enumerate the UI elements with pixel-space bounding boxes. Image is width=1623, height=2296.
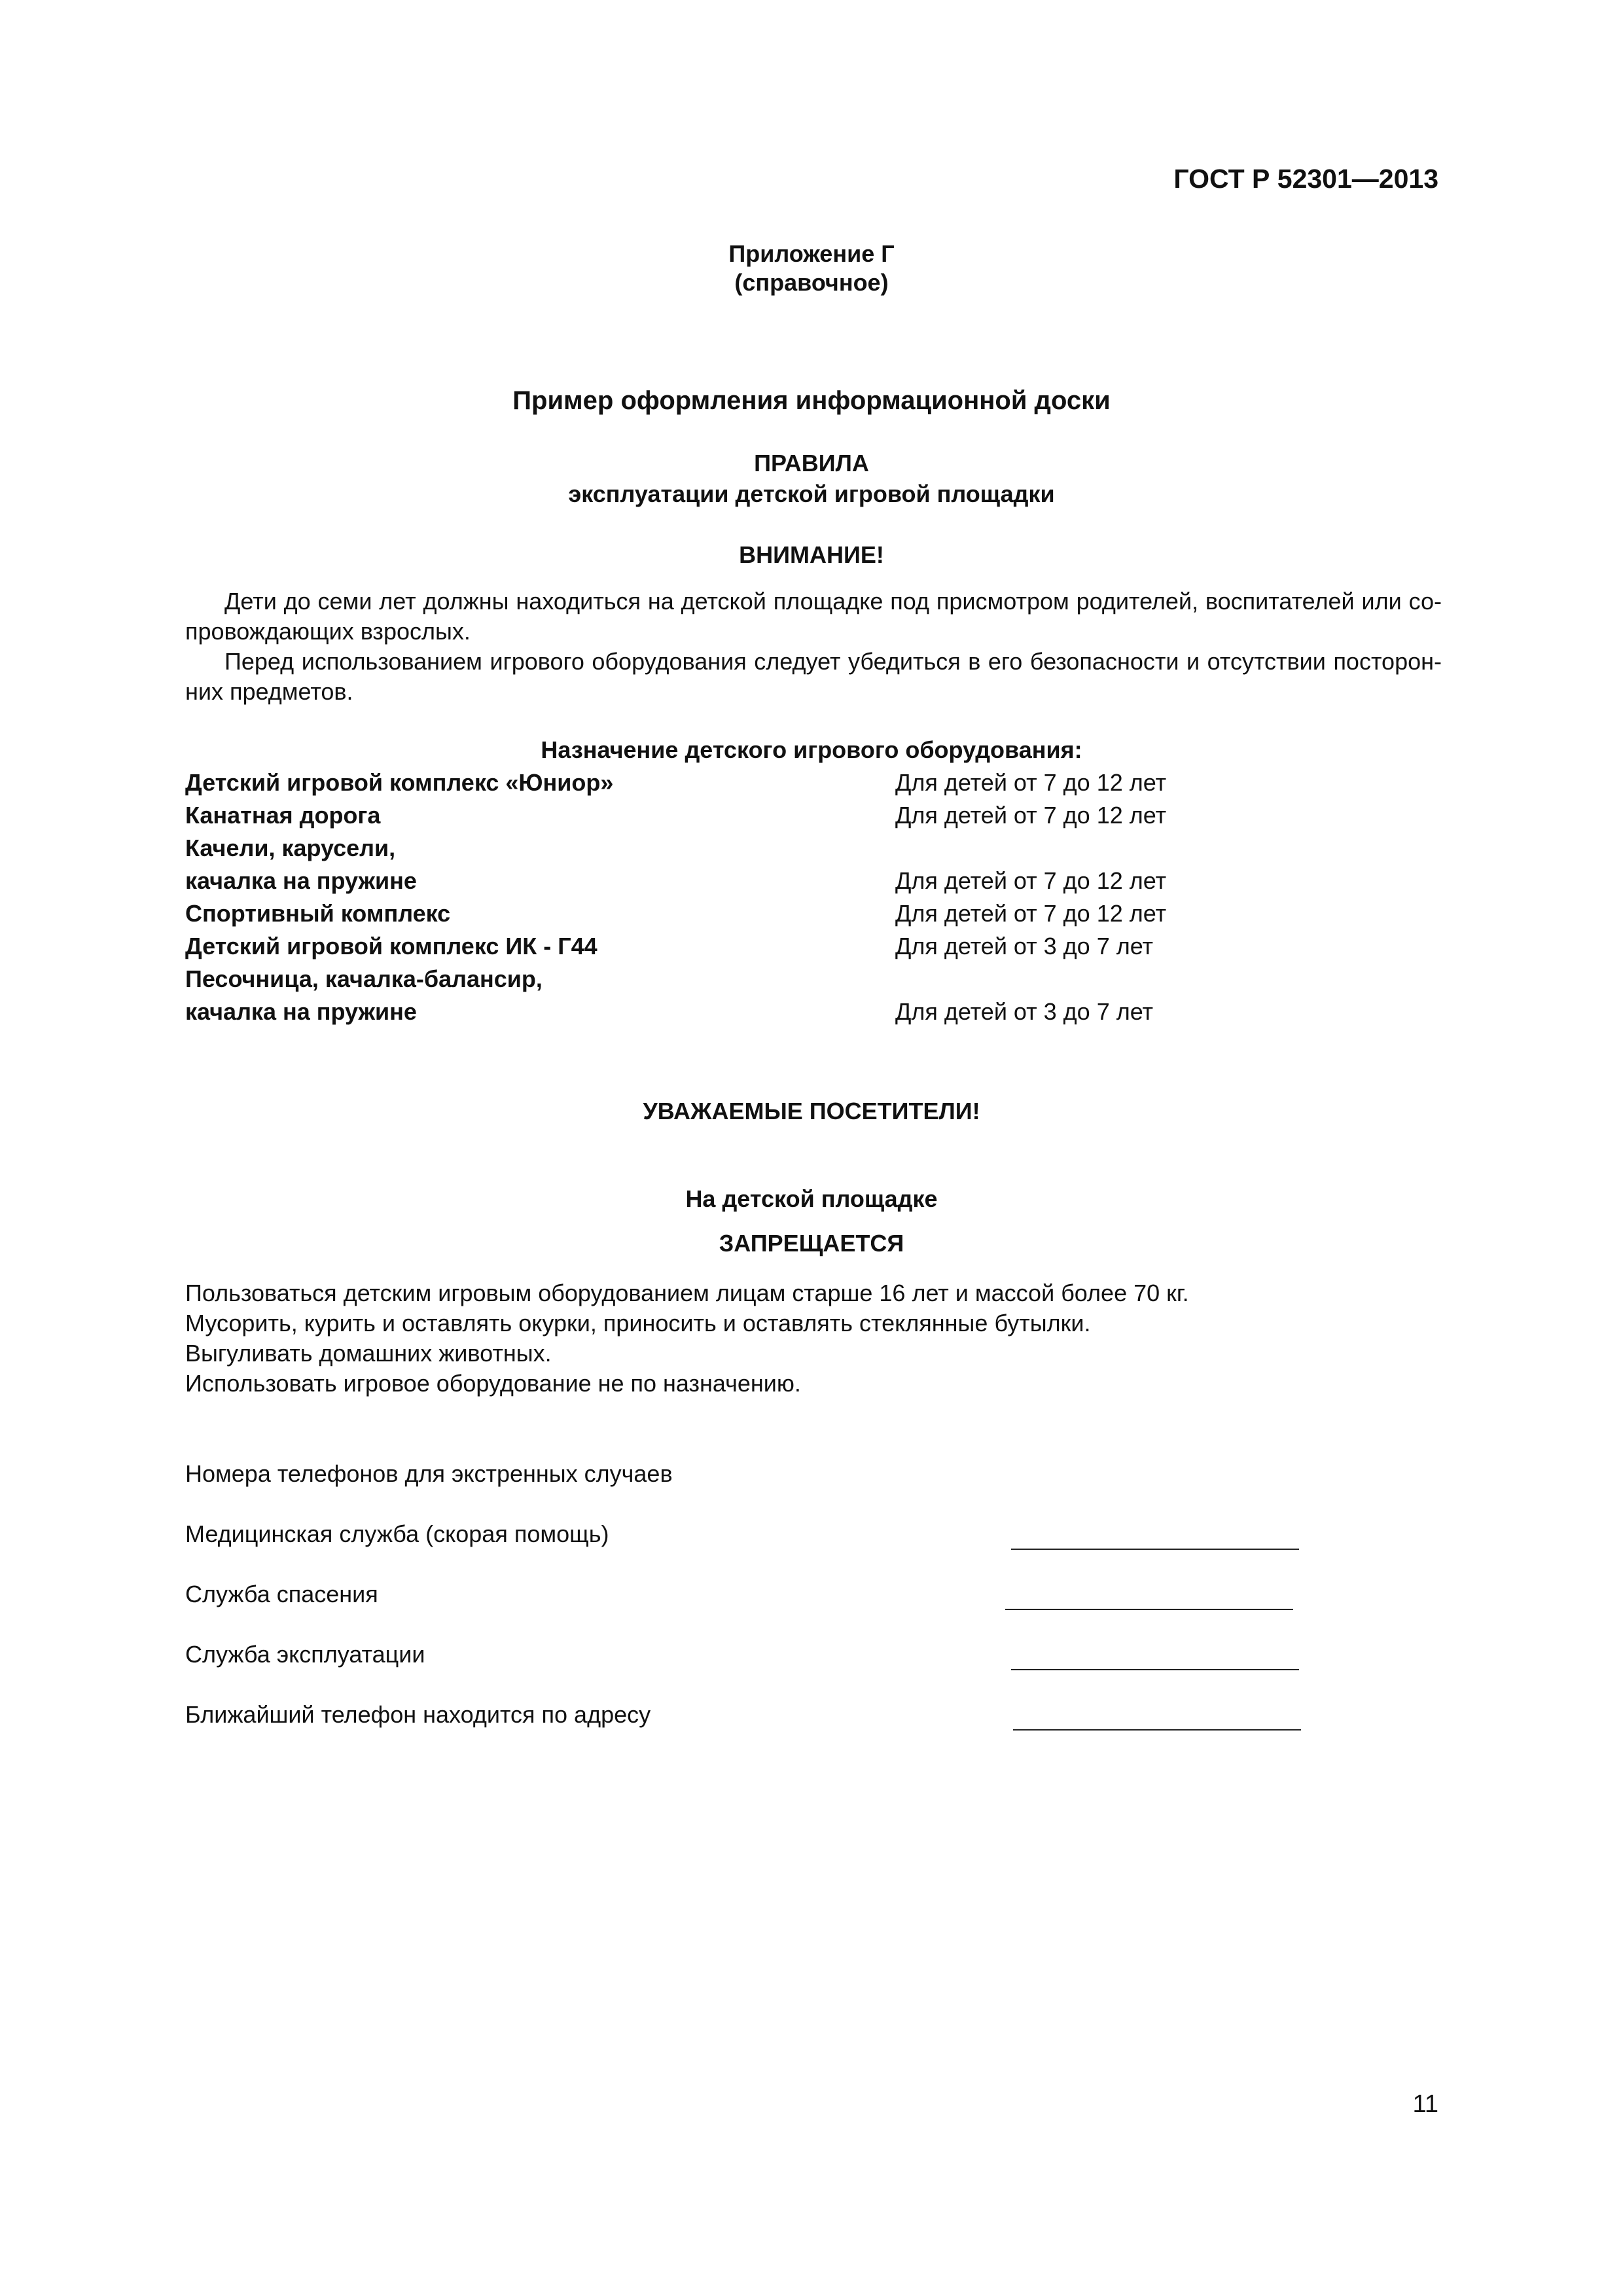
prohibited-item: Мусорить, курить и оставлять окурки, приносить и оставлять стеклянные бутылки. [185, 1310, 1091, 1336]
phone-blank-line [1005, 1609, 1293, 1610]
prohibited-item: Выгуливать домашних животных. [185, 1340, 552, 1367]
equipment-age: Для детей от 3 до 7 лет [895, 998, 1154, 1025]
equipment-age: Для детей от 7 до 12 лет [895, 867, 1167, 894]
equipment-title: Назначение детского игрового оборудования: [541, 736, 1082, 763]
equipment-name: качалка на пружине [185, 998, 417, 1025]
section-heading: Пример оформления информационной доски [512, 386, 1111, 415]
phone-label: Медицинская служба (скорая помощь) [185, 1520, 609, 1547]
prohibited-item: Пользоваться детским игровым оборудованием лицам старше 16 лет и массой более 70 кг. [185, 1280, 1189, 1306]
equipment-age: Для детей от 7 до 12 лет [895, 900, 1167, 927]
equipment-name: Детский игровой комплекс «Юниор» [185, 769, 614, 796]
attention-paragraph-2: Перед использованием игрового оборудования следует убедиться в его безопасности и отсутствии посторонних предметов. [185, 648, 1442, 705]
appendix-title: Приложение Г [728, 240, 895, 267]
equipment-name: Качели, карусели, [185, 834, 396, 861]
phone-blank-line [1011, 1549, 1299, 1550]
attention-paragraph-1: Дети до семи лет должны находиться на детской площадке под присмотром родителей, воспитателей или сопровождающих взрослых. [185, 588, 1442, 645]
phone-blank-line [1011, 1669, 1299, 1670]
phones-title: Номера телефонов для экстренных случаев [185, 1460, 673, 1487]
prohibited-title: ЗАПРЕЩАЕТСЯ [719, 1230, 904, 1257]
phone-label: Служба спасения [185, 1581, 378, 1607]
visitors-title: УВАЖАЕМЫЕ ПОСЕТИТЕЛИ! [643, 1098, 980, 1124]
equipment-age: Для детей от 7 до 12 лет [895, 802, 1167, 829]
equipment-name: качалка на пружине [185, 867, 417, 894]
equipment-name: Детский игровой комплекс ИК - Г44 [185, 933, 597, 960]
equipment-name: Канатная дорога [185, 802, 381, 829]
phone-blank-line [1013, 1729, 1301, 1731]
document-code: ГОСТ Р 52301—2013 [1173, 164, 1438, 194]
prohibited-item: Использовать игровое оборудование не по назначению. [185, 1370, 801, 1397]
rules-title: ПРАВИЛА [754, 450, 869, 476]
equipment-name: Песочница, качалка-балансир, [185, 965, 543, 992]
phone-label: Ближайший телефон находится по адресу [185, 1701, 651, 1728]
equipment-age: Для детей от 3 до 7 лет [895, 933, 1154, 960]
phone-label: Служба эксплуатации [185, 1641, 425, 1668]
equipment-name: Спортивный комплекс [185, 900, 451, 927]
equipment-age: Для детей от 7 до 12 лет [895, 769, 1167, 796]
appendix-kind: (справочное) [734, 269, 889, 296]
rules-subtitle: эксплуатации детской игровой площадки [568, 480, 1055, 507]
visitors-place: На детской площадке [685, 1185, 938, 1212]
page-number: 11 [1412, 2090, 1438, 2118]
attention-title: ВНИМАНИЕ! [739, 541, 884, 568]
